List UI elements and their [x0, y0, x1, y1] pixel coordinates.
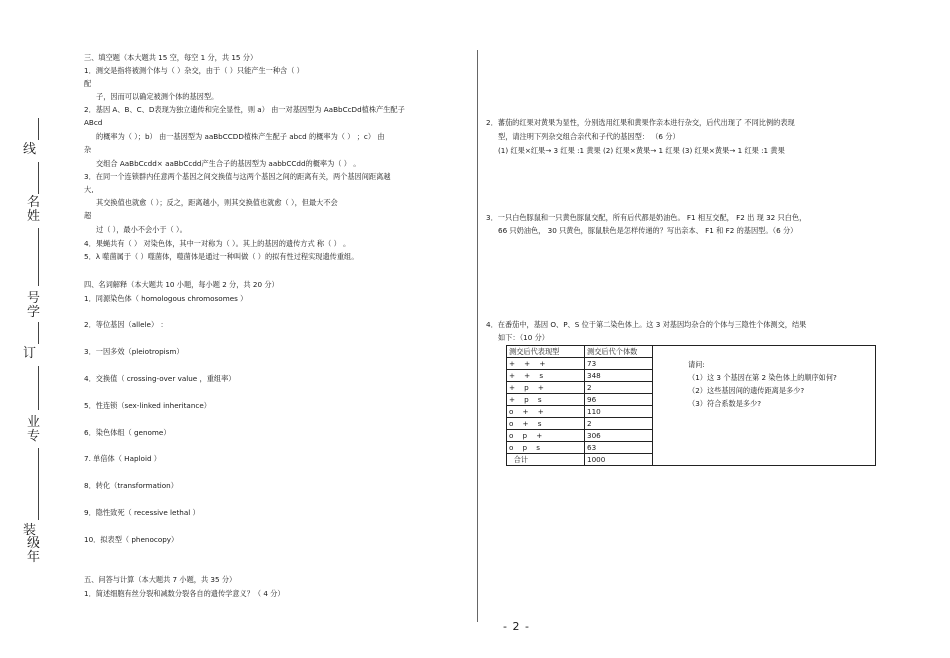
binding-line-char: 线 [23, 142, 37, 157]
count-cell: 73 [585, 358, 653, 370]
question-4-line-1: 4．在番茄中，基因 O、P、S 位于第二染色体上。这 3 对基因均杂合的个体与三隐性个体测交，结果 [486, 320, 807, 329]
question-3-2-line-5: 交组合 AaBbCcdd× aaBbCcdd产生合子的基因型为 aabbCCdd的概率为（ ） 。 [96, 159, 361, 168]
question-item: （2）这些基因间的遗传距离是多少? [688, 386, 805, 395]
binding-rule [38, 448, 39, 520]
table-header-row [507, 346, 876, 358]
table-header-cell: 测交后代表现型 [507, 346, 585, 358]
student-id-label: 号 学 [27, 291, 41, 320]
question-3-2-line-1: 2．基因 A、B、C、D表现为独立遗传和完全显性，则 a） 由一对基因型为 AaBbCcDd植株产生配子 [84, 105, 405, 114]
count-cell: 2 [585, 382, 653, 394]
testcross-table [506, 345, 876, 466]
phenotype-cell: + + + [507, 358, 585, 370]
binding-rule [38, 228, 39, 286]
questions-cell [653, 346, 876, 466]
binding-margin [0, 0, 80, 658]
question-3-5: 5．λ 噬菌属于（ ）噬菌体，噬菌体是通过一种叫做（ ）的拟有性过程实现遗传重组。 [84, 252, 359, 261]
count-cell: 63 [585, 442, 653, 454]
question-3-3-line-5: 过（ ），最小不会小于（ ）。 [96, 225, 187, 234]
section-three-heading: 三、填空题（本大题共 15 空，每空 1 分，共 15 分） [84, 53, 258, 62]
question-2-line-3: (1) 红果×红果→ 3 红果 :1 黄果 (2) 红果×黄果→ 1 红果 (3) 红果×黄果→ 1 红果 :1 黄果 [498, 146, 785, 155]
term-6: 6．染色体组（ genome） [84, 428, 171, 437]
binding-rule [38, 118, 39, 140]
phenotype-cell: o p + [507, 430, 585, 442]
column-divider [477, 50, 478, 622]
question-3-1-line-3: 子，因而可以确定被测个体的基因型。 [96, 92, 219, 101]
question-2-line-1: 2．蕃茄的红果对黄果为显性，分别选用红果和黄果作亲本进行杂交，后代出现了 不同比例的表现 [486, 118, 795, 127]
question-3-line-1: 3．一只白色豚鼠和一只黄色豚鼠交配，所有后代都是奶油色。 F1 相互交配， F2 出 现 32 只白色， [486, 213, 807, 222]
question-4-line-2: 如下：（10 分） [498, 333, 549, 342]
term-2: 2．等位基因（allele） ： [84, 320, 168, 329]
term-7: 7. 单倍体（ Haploid ） [84, 454, 161, 463]
binding-ding-char: 订 [23, 346, 37, 361]
term-9: 9．隐性致死（ recessive lethal ） [84, 508, 200, 517]
major-label: 业 专 [27, 415, 41, 444]
count-cell: 110 [585, 406, 653, 418]
term-10: 10．拟表型（ phenocopy） [84, 535, 179, 544]
question-3-3-line-1: 3．在同一个连锁群内任意两个基因之间交换值与这两个基因之间的距离有关，两个基因间距离越 [84, 172, 391, 181]
phenotype-cell: + p + [507, 382, 585, 394]
question-3-4: 4．果蝇共有（ ） 对染色体，其中一对称为（ ）。其上的基因的遗传方式 称（ ） 。 [84, 239, 351, 248]
question-3-3-line-2: 大, [84, 185, 94, 194]
question-3-3-line-4: 超 [84, 211, 92, 220]
question-item: （1）这 3 个基因在第 2 染色体上的顺序如何? [688, 373, 837, 382]
count-cell: 96 [585, 394, 653, 406]
phenotype-cell: o + s [507, 418, 585, 430]
binding-rule [38, 366, 39, 410]
name-label: 名 姓 [27, 195, 41, 224]
question-3-3-line-3: 其交换值也就愈（ ）；反之，距离越小，则其交换值也就愈（ ），但最大不会 [96, 198, 338, 207]
total-label-cell: 合计 [507, 454, 585, 466]
question-3-2-line-3: 的概率为（ ）；b） 由一基因型为 aaBbCCDD植株产生配子 abcd 的概率为（ ） ；c） 由 [96, 132, 385, 141]
count-cell: 2 [585, 418, 653, 430]
term-5: 5．性连锁（sex-linked inheritance） [84, 401, 211, 410]
question-2-line-2: 型，请注明下列杂交组合亲代和子代的基因型： （6 分） [498, 132, 680, 141]
section-four-heading: 四、名词解释（本大题共 10 小题，每小题 2 分，共 20 分） [84, 280, 279, 289]
page-number: - 2 - [503, 620, 530, 633]
question-prompt: 请问: [688, 360, 705, 369]
question-5-1: 1．简述细胞有丝分裂和减数分裂各自的遗传学意义？（ 4 分） [84, 589, 285, 598]
question-3-1-line-1: 1．测交是指将被测个体与（ ）杂交，由于（ ）只能产生一种含（ ） [84, 66, 304, 75]
phenotype-cell: + p s [507, 394, 585, 406]
section-five-heading: 五、问答与计算（本大题共 7 小题，共 35 分） [84, 575, 237, 584]
phenotype-cell: + + s [507, 370, 585, 382]
phenotype-cell: o + + [507, 406, 585, 418]
term-3: 3．一因多效（pleiotropism） [84, 347, 184, 356]
binding-rule [38, 162, 39, 194]
phenotype-cell: o p s [507, 442, 585, 454]
term-4: 4．交换值（ crossing-over value ，重组率） [84, 374, 236, 383]
question-item: （3）符合系数是多少? [688, 399, 762, 408]
question-3-2-line-4: 杂 [84, 145, 92, 154]
question-3-line-2: 66 只奶油色， 30 只黄色，豚鼠肤色是怎样传递的？写出亲本、 F1 和 F2 的基因型。（6 分） [498, 226, 798, 235]
count-cell: 348 [585, 370, 653, 382]
class-label: 级 年 [27, 536, 41, 565]
table-header-cell: 测交后代个体数 [585, 346, 653, 358]
question-3-2-line-2: ABcd [84, 118, 103, 127]
term-1: 1．同源染色体（ homologous chromosomes ） [84, 294, 248, 303]
binding-zhuang-char: 装 [23, 523, 37, 538]
count-cell: 306 [585, 430, 653, 442]
question-3-1-line-2: 配 [84, 79, 92, 88]
total-count-cell: 1000 [585, 454, 653, 466]
term-8: 8．转化（transformation） [84, 481, 178, 490]
binding-rule [38, 322, 39, 344]
